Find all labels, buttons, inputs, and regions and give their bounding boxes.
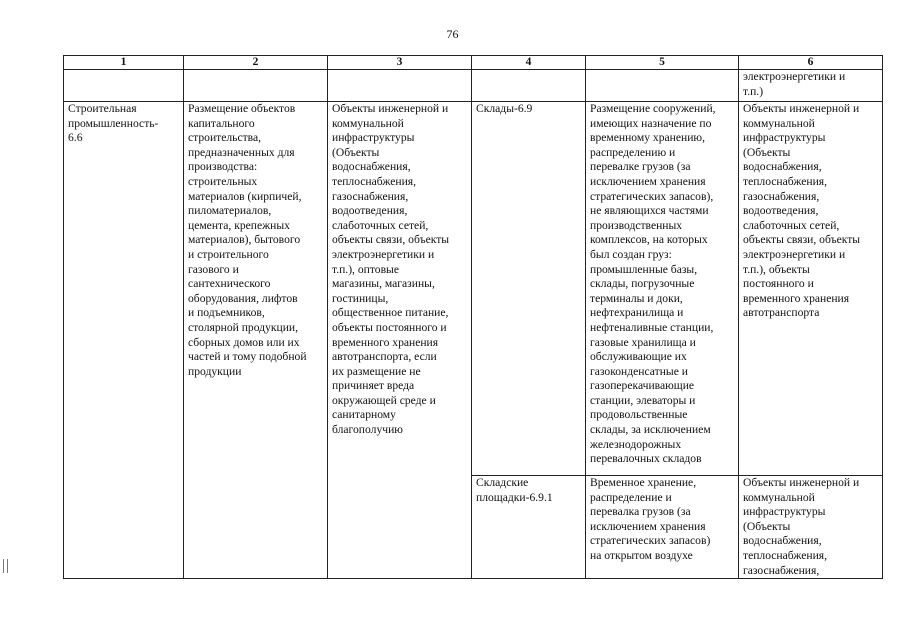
table-cell-conditional-use: Складские площадки-6.9.1 [472,476,586,579]
column-header: 2 [184,56,328,70]
table-row-continuation [64,70,883,102]
table-cell-empty [472,70,586,102]
page-number: 76 [446,27,459,41]
table-cell-description: Размещение объектов капитального строительства, предназначенных для производства: строительных материалов (кирпичей, пиломатериалов, цемента, крепежных материалов), бытового и строительного газового и сантехнического оборудования, лифтов и подъемников, столярной продукции, сборных домов или их частей и тому подобной продукции [184,102,328,579]
table-header-row [64,56,883,70]
table-cell-conditional-auxiliary: Объекты инженерной и коммунальной инфраструктуры (Объекты водоснабжения, теплоснабжения, газоснабжения, [739,476,883,579]
column-header: 5 [586,56,739,70]
column-header: 4 [472,56,586,70]
table-cell-conditional-description: Размещение сооружений, имеющих назначение по временному хранению, распределению и перевалке грузов (за исключением хранения стратегических запасов), не являющихся частями производственных комплексов, на которых был создан груз: промышленные базы, склады, погрузочные терминалы и доки, нефтехранилища и нефтеналивные станции, газовые хранилища и обслуживающие их газоконденсатные и газоперекачивающие станции, элеваторы и продовольственные склады, за исключением железнодорожных перевалочных складов [586,102,739,476]
table-cell-empty [184,70,328,102]
table-cell-conditional-use: Склады-6.9 [472,102,586,476]
table-cell-empty [328,70,472,102]
table-cell-zone-name: Строительная промышленность- 6.6 [64,102,184,579]
table-cell-auxiliary-uses: Объекты инженерной и коммунальной инфраструктуры (Объекты водоснабжения, теплоснабжения, газоснабжения, водоотведения, слаботочных сетей, объекты связи, объекты электроэнергетики и т.п.), оптовые магазины, магазины, гостиницы, общественное питание, объекты постоянного и временного хранения автотранспорта, если их размещение не причиняет вреда окружающей среде и санитарному благополучию [328,102,472,579]
table-cell-conditional-description: Временное хранение, распределение и перевалка грузов (за исключением хранения стратегических запасов) на открытом воздухе [586,476,739,579]
column-header: 6 [739,56,883,70]
table-row-main [64,102,883,476]
column-header: 3 [328,56,472,70]
column-header: 1 [64,56,184,70]
table-cell-empty [586,70,739,102]
scan-edge-marks [3,559,8,573]
zoning-table [63,55,883,579]
table-cell-continued-text: электроэнергетики и т.п.) [739,70,883,102]
table-cell-conditional-auxiliary: Объекты инженерной и коммунальной инфраструктуры (Объекты водоснабжения, теплоснабжения, газоснабжения, водоотведения, слаботочных сетей, объекты связи, объекты электроэнергетики и т.п.), объекты постоянного и временного хранения автотранспорта [739,102,883,476]
table-cell-empty [64,70,184,102]
